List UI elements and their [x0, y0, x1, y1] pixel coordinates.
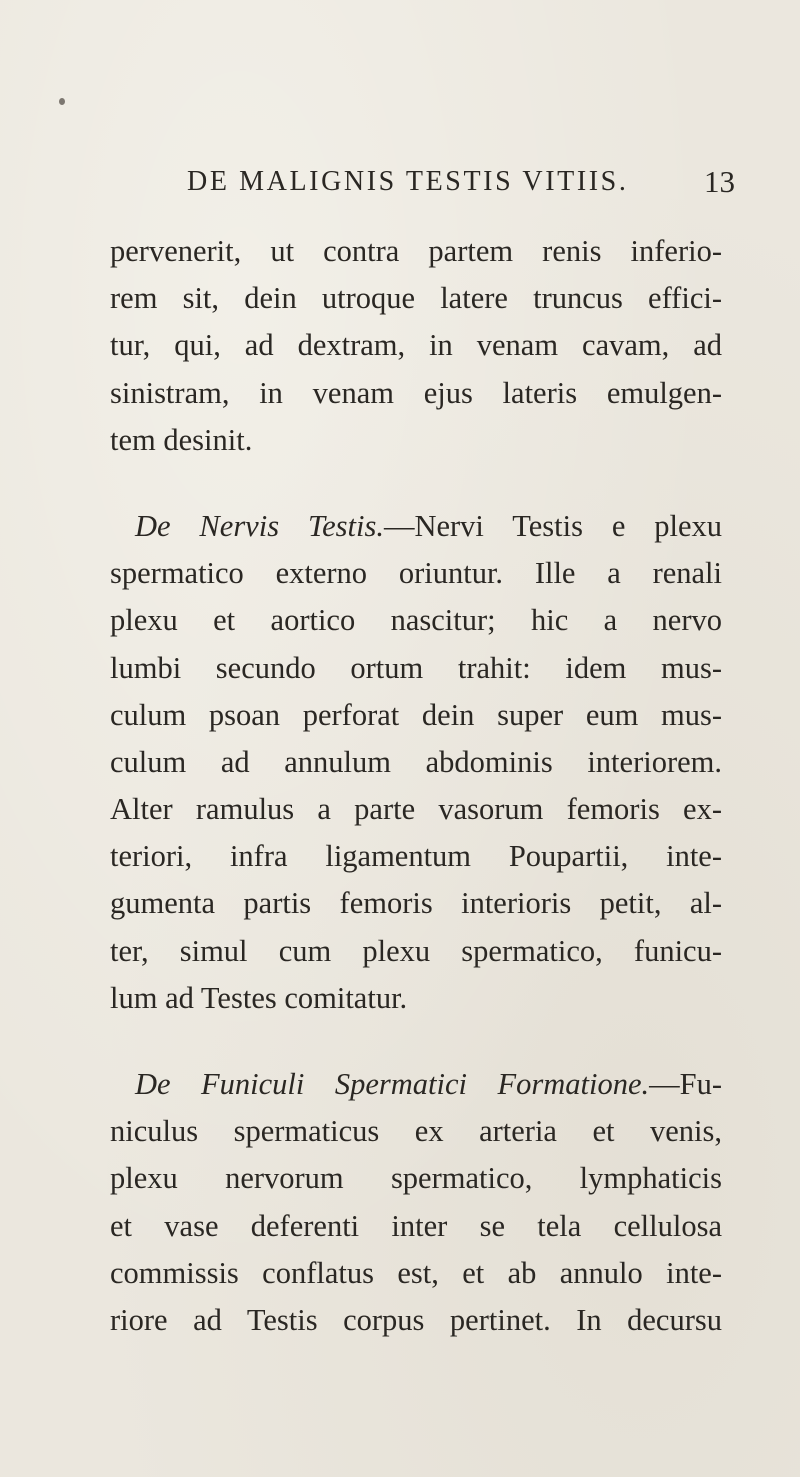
text-line: tur, qui, ad dextram, in venam cavam, ad — [110, 328, 722, 363]
text-line: pervenerit, ut contra partem renis inferio- — [110, 234, 722, 268]
text-line: et vase deferenti inter se tela cellulosa — [110, 1208, 722, 1243]
text-line: culum ad annulum abdominis interiorem. — [110, 744, 722, 779]
paragraph-3 — [110, 1061, 722, 1344]
text-line: plexu et aortico nascitur; hic a nervo — [110, 603, 722, 638]
text-line: sinistram, in venam ejus lateris emulgen- — [110, 375, 722, 410]
running-head — [0, 162, 800, 202]
text-line: gumenta partis femoris interioris petit, al- — [110, 886, 722, 921]
text-line: rem sit, dein utroque latere truncus effici- — [110, 281, 722, 316]
text-line: plexu nervorum spermatico, lymphaticis — [110, 1161, 722, 1196]
text-line: culum psoan perforat dein super eum mus- — [110, 697, 722, 732]
paragraph-gap — [110, 464, 722, 503]
text-line: teriori, infra ligamentum Poupartii, inte- — [110, 839, 722, 874]
text-line: lum ad Testes comitatur. — [110, 980, 408, 1015]
body-text — [110, 228, 722, 1344]
text-line: spermatico externo oriuntur. Ille a renali — [110, 556, 722, 591]
text-run: —Nervi Testis e plexu — [383, 508, 722, 543]
text-run: —Fu- — [649, 1067, 722, 1101]
text-line: commissis conflatus est, et ab annulo inte- — [110, 1255, 722, 1290]
text-line: tem desinit. — [110, 422, 253, 457]
running-title: DE MALIGNIS TESTIS VITIIS. — [187, 166, 629, 197]
text-line: ter, simul cum plexu spermatico, funicu- — [110, 933, 722, 968]
section-heading-funiculus: De Funiculi Spermatici Formatione. — [135, 1067, 650, 1101]
text-line: lumbi secundo ortum trahit: idem mus- — [110, 650, 722, 685]
page-number: 13 — [704, 164, 735, 199]
text-line: niculus spermaticus ex arteria et venis, — [110, 1114, 722, 1149]
paragraph-2 — [110, 503, 722, 1022]
text-line — [110, 1061, 722, 1108]
ink-speck — [59, 98, 65, 105]
text-line: riore ad Testis corpus pertinet. In decursu — [110, 1302, 722, 1337]
paragraph-gap — [110, 1022, 722, 1061]
paragraph-1 — [110, 228, 722, 464]
section-heading-nerves: De Nervis Testis. — [135, 508, 384, 543]
text-line: Alter ramulus a parte vasorum femoris ex- — [110, 792, 722, 827]
text-line — [110, 503, 722, 550]
